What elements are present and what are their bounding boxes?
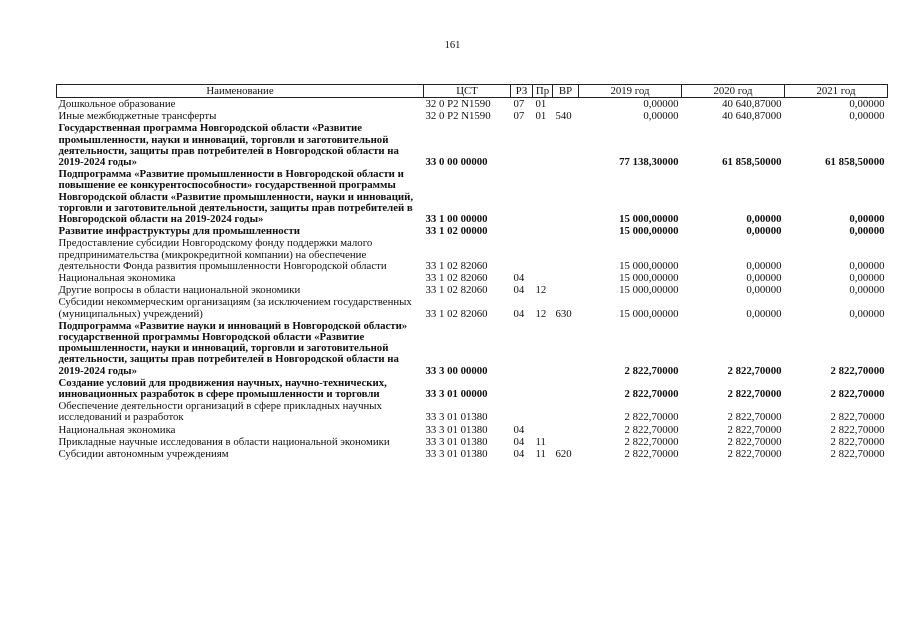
row-vr <box>553 320 579 377</box>
row-rz: 04 <box>513 435 525 448</box>
row-vr <box>553 400 579 423</box>
row-pr: 01 <box>535 98 547 110</box>
row-vr <box>553 237 579 272</box>
table-row <box>57 296 888 319</box>
row-2020: 2 822,70000 <box>727 448 782 461</box>
row-vr <box>553 284 579 296</box>
row-2019: 15 000,00000 <box>619 225 679 238</box>
table-row <box>57 110 888 122</box>
row-pr <box>533 122 553 168</box>
row-name: Подпрограмма «Развитие науки и инноваций в Новгородской области» государственной программы Новгородской области «Развитие промышленности, науки и инноваций, торговли и заготовительной деятельности, защиты прав потребителей в Новгородской области на 2019-2024 годы» <box>58 319 408 377</box>
row-pr <box>533 377 553 400</box>
row-name: Дошкольное образование <box>58 98 176 110</box>
table-body <box>57 98 888 461</box>
row-name: Иные межбюджетные трансферты <box>58 110 217 123</box>
row-pr <box>533 320 553 377</box>
row-rz <box>511 122 533 168</box>
budget-table <box>56 84 888 460</box>
row-2020: 0,00000 <box>746 259 782 272</box>
row-cst: 32 0 P2 N1590 <box>425 110 491 123</box>
row-cst: 33 3 01 00000 <box>425 388 488 401</box>
row-name: Прикладные научные исследования в области национальной экономики <box>58 435 390 448</box>
row-pr: 11 <box>535 435 546 448</box>
row-pr <box>533 237 553 272</box>
row-cst: 33 1 02 82060 <box>425 307 488 320</box>
row-pr: 11 <box>535 448 546 461</box>
header-pr: Пр <box>533 85 553 98</box>
row-pr: 01 <box>535 110 547 123</box>
row-cst: 33 1 02 82060 <box>425 272 488 285</box>
table-row <box>57 225 888 237</box>
row-2021: 0,00000 <box>849 225 885 238</box>
row-2019: 2 822,70000 <box>624 411 679 424</box>
row-pr <box>533 424 553 436</box>
row-2020: 2 822,70000 <box>727 411 782 424</box>
row-name: Субсидии некоммерческим организациям (за исключением государственных (муниципальных) учреждений) <box>58 296 412 320</box>
header-name: Наименование <box>57 85 424 98</box>
row-cst: 33 1 00 00000 <box>425 213 488 226</box>
row-name: Государственная программа Новгородской области «Развитие промышленности, науки и инноваций, торговли и заготовительной деятельности, защиты прав потребителей в Новгородской области на 2019-2024 годы» <box>58 122 399 169</box>
row-pr: 12 <box>535 307 547 320</box>
row-rz: 04 <box>513 448 525 461</box>
row-2019: 15 000,00000 <box>619 259 679 272</box>
row-name: Другие вопросы в области национальной экономики <box>58 284 301 297</box>
row-2019: 15 000,00000 <box>619 272 679 285</box>
row-2021: 0,00000 <box>849 213 885 226</box>
row-2019: 0,00000 <box>643 98 679 110</box>
row-2019: 2 822,70000 <box>624 388 679 401</box>
row-pr <box>533 272 553 284</box>
row-vr <box>553 436 579 448</box>
row-rz: 04 <box>513 284 525 297</box>
row-2019: 15 000,00000 <box>619 213 679 226</box>
row-rz <box>511 377 533 400</box>
header-vr: ВР <box>553 85 579 98</box>
row-cst: 33 3 01 01380 <box>425 411 488 424</box>
row-name: Развитие инфраструктуры для промышленности <box>58 225 301 238</box>
row-rz <box>511 225 533 237</box>
row-2019: 0,00000 <box>643 110 679 123</box>
row-2020: 0,00000 <box>746 213 782 226</box>
row-2021: 2 822,70000 <box>830 448 885 461</box>
row-vr <box>553 122 579 168</box>
table-header <box>57 85 888 98</box>
header-2020: 2020 год <box>682 85 785 98</box>
row-name: Подпрограмма «Развитие промышленности в Новгородской области и повышение ее конкурентоспособности» государственной программы Новгородской области «Развитие промышленности, науки и инноваций, торговли и заготовительной деятельности, защиты прав потребителей в Новгородской области на 2019-2024 годы» <box>58 168 414 226</box>
row-2020: 40 640,87000 <box>722 110 782 123</box>
row-rz: 04 <box>513 423 525 436</box>
row-2021: 2 822,70000 <box>830 364 885 377</box>
row-cst: 32 0 P2 N1590 <box>425 98 491 110</box>
row-vr <box>553 168 579 225</box>
row-2021: 2 822,70000 <box>830 411 885 424</box>
row-2021: 2 822,70000 <box>830 435 885 448</box>
row-name: Создание условий для продвижения научных, научно-технических, инновационных разработок в сфере промышленности и торговли <box>58 376 387 401</box>
row-2021: 0,00000 <box>849 307 885 320</box>
row-2021: 2 822,70000 <box>830 423 885 436</box>
row-rz <box>511 237 533 272</box>
table-row <box>57 168 888 225</box>
table-row <box>57 424 888 436</box>
row-name: Национальная экономика <box>58 423 176 436</box>
row-rz: 04 <box>513 307 525 320</box>
row-2021: 0,00000 <box>849 98 885 110</box>
header-2019: 2019 год <box>579 85 682 98</box>
row-rz: 07 <box>513 98 525 110</box>
row-pr <box>533 400 553 423</box>
row-2019: 2 822,70000 <box>624 435 679 448</box>
table-row <box>57 400 888 423</box>
row-2020: 2 822,70000 <box>727 435 782 448</box>
row-vr <box>553 377 579 400</box>
row-vr: 540 <box>555 110 572 123</box>
row-2021: 0,00000 <box>849 110 885 123</box>
row-2019: 15 000,00000 <box>619 284 679 297</box>
page-number: 161 <box>444 40 461 51</box>
table-row <box>57 122 888 168</box>
row-name: Субсидии автономным учреждениям <box>58 448 229 461</box>
table-row <box>57 436 888 448</box>
row-2021: 2 822,70000 <box>830 388 885 401</box>
row-cst: 33 3 00 00000 <box>425 364 488 377</box>
row-rz <box>511 400 533 423</box>
row-2019: 77 138,30000 <box>619 156 679 169</box>
row-vr <box>553 98 579 111</box>
row-2020: 2 822,70000 <box>727 388 782 401</box>
row-vr <box>553 272 579 284</box>
row-name: Национальная экономика <box>58 272 176 285</box>
table-row <box>57 377 888 400</box>
row-2020: 0,00000 <box>746 272 782 285</box>
row-cst: 33 3 01 01380 <box>425 435 488 448</box>
row-cst: 33 3 01 01380 <box>425 448 488 461</box>
row-2020: 40 640,87000 <box>722 98 782 110</box>
table-row <box>57 272 888 284</box>
row-rz: 04 <box>513 272 525 285</box>
header-2021: 2021 год <box>785 85 888 98</box>
row-rz <box>511 320 533 377</box>
row-cst: 33 1 02 00000 <box>425 225 488 238</box>
row-2020: 2 822,70000 <box>727 423 782 436</box>
row-pr <box>533 225 553 237</box>
row-pr <box>533 168 553 225</box>
row-2019: 2 822,70000 <box>624 423 679 436</box>
row-rz <box>511 168 533 225</box>
row-2019: 2 822,70000 <box>624 448 679 461</box>
row-vr: 620 <box>555 448 572 461</box>
row-2020: 0,00000 <box>746 225 782 238</box>
table-row <box>57 320 888 377</box>
row-vr: 630 <box>555 307 572 320</box>
row-2019: 2 822,70000 <box>624 364 679 377</box>
row-2021: 0,00000 <box>849 284 885 297</box>
row-cst: 33 1 02 82060 <box>425 259 488 272</box>
row-2021: 0,00000 <box>849 272 885 285</box>
row-cst: 33 0 00 00000 <box>425 156 488 169</box>
table-row <box>57 98 888 111</box>
row-cst: 33 3 01 01380 <box>425 423 488 436</box>
row-2021: 0,00000 <box>849 259 885 272</box>
row-pr: 12 <box>535 284 547 297</box>
row-name: Обеспечение деятельности организаций в сфере прикладных научных исследований и разработок <box>58 400 382 424</box>
header-cst: ЦСТ <box>424 85 511 98</box>
row-rz: 07 <box>513 110 525 123</box>
row-2019: 15 000,00000 <box>619 307 679 320</box>
row-2020: 2 822,70000 <box>727 364 782 377</box>
table-row <box>57 448 888 460</box>
header-rz: РЗ <box>511 85 533 98</box>
row-vr <box>553 225 579 237</box>
row-2021: 61 858,50000 <box>825 156 885 169</box>
table-row <box>57 237 888 272</box>
row-vr <box>553 424 579 436</box>
row-name: Предоставление субсидии Новгородскому фонду поддержки малого предпринимательства (микрокредитной компании) на обеспечение деятельности Фонда развития промышленности Новгородской области <box>58 237 387 272</box>
row-2020: 0,00000 <box>746 284 782 297</box>
row-cst: 33 1 02 82060 <box>425 284 488 297</box>
table-row <box>57 284 888 296</box>
row-2020: 61 858,50000 <box>722 156 782 169</box>
row-2020: 0,00000 <box>746 307 782 320</box>
